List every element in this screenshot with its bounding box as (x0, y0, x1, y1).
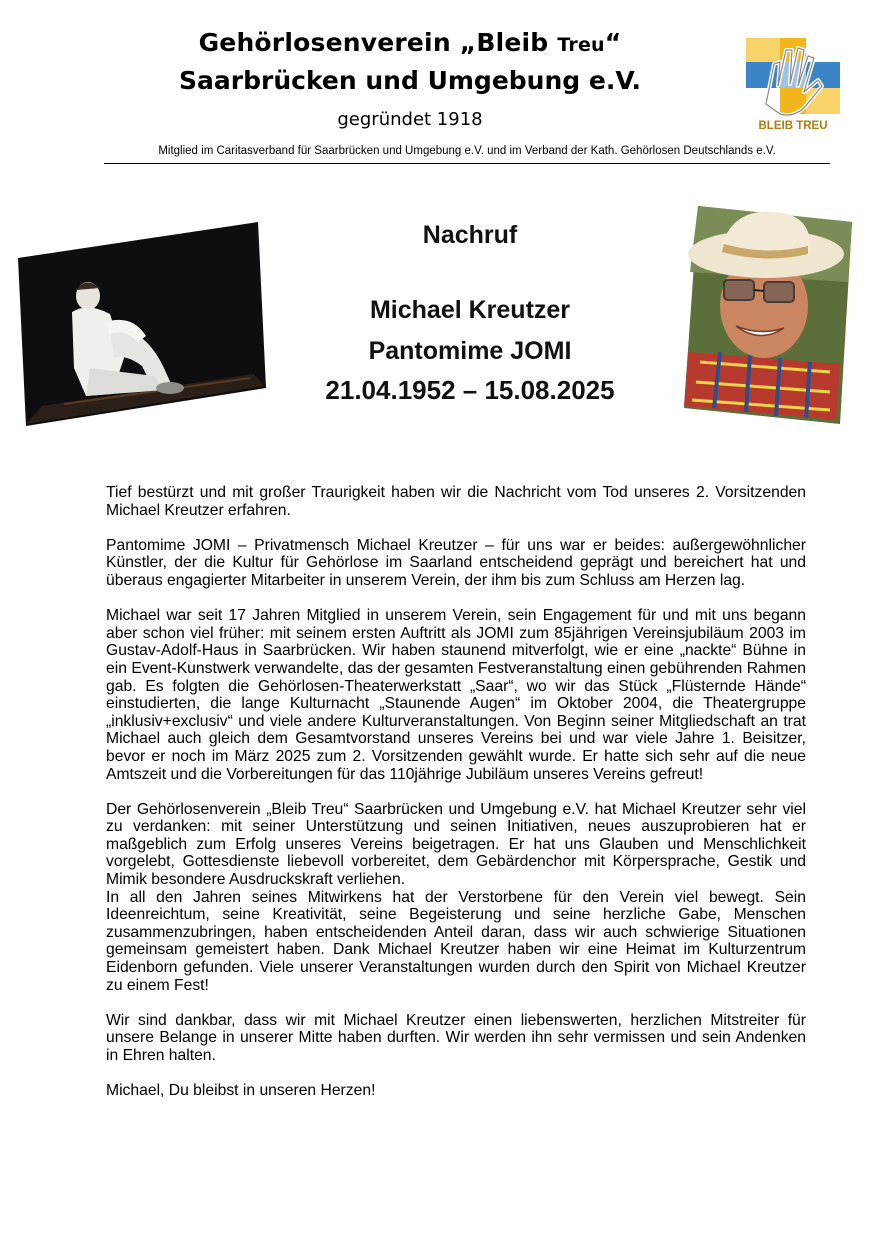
association-name-main: Gehörlosenverein „Bleib (198, 28, 558, 57)
paragraph-gratitude: Der Gehörlosenverein „Bleib Treu“ Saarbrücken und Umgebung e.V. hat Michael Kreutzer sehr viel zu verdanken: mit seiner Unterstützung und seinen Initiativen, neues auszuprobieren hat er maßgeblich zum Erfolg unseres Vereins beigetragen. Er hat uns Glauben und Menschlichkeit vorgelebt, Gottesdienste liebevoll vorbereitet, dem Gebärdenchor mit Körpersprache, Gestik und Mimik besondere Ausdruckskraft verliehen. (106, 800, 806, 889)
deceased-name: Michael Kreutzer (369, 296, 571, 324)
association-name-line2: Saarbrücken und Umgebung e.V. (179, 66, 641, 95)
paragraph-closing: Michael, Du bleibst in unseren Herzen! (106, 1082, 376, 1100)
hands-cross-icon (744, 34, 842, 134)
artist-name: Pantomime JOMI (368, 337, 572, 365)
paragraph-farewell: Wir sind dankbar, dass wir mit Michael Kreutzer einen liebenswerten, herzlichen Mitstreiter für unsere Belange in unserer Mitte haben durften. Wir werden ihn sehr vermissen und sein Andenken in Ehren halten. (106, 1011, 806, 1064)
life-dates: 21.04.1952 – 15.08.2025 (325, 375, 615, 405)
obituary-body (106, 484, 806, 1117)
founded-line: gegründet 1918 (337, 109, 483, 130)
association-name-line1 (150, 24, 670, 64)
membership-line: Mitglied im Caritasverband für Saarbrücken und Umgebung e.V. und im Verband der Kath. Gehörlosen Deutschlands e.V. (158, 145, 776, 157)
heading-nachruf: Nachruf (422, 221, 518, 249)
bleib-treu-logo (744, 34, 842, 134)
photo-pantomime-stage (14, 218, 270, 430)
header-divider (104, 163, 830, 164)
association-name-quote: “ (604, 28, 622, 57)
paragraph-membership-history: Michael war seit 17 Jahren Mitglied in unserem Verein, sein Engagement für und mit uns begann aber schon viel früher: mit seinem ersten Auftritt als JOMI zum 85jährigen Vereinsjubiläum 2003 im Gustav-Adolf-Haus in Saarbrücken. Wir haben staunend mitverfolgt, wie er eine „nackte“ Bühne in ein Event-Kunstwerk verwandelte, das der gesamten Festveranstaltung einen gebührenden Rahmen gab. Es folgten die Gehörlosen-Theaterwerkstatt „Saar“, wo wir das Stück „Flüsternde Hände“ einstudierten, die lange Kulturnacht „Staunende Augen“ im Oktober 2004, die Theatergruppe „inklusiv+exclusiv“ und viele andere Kulturveranstaltungen. Von Beginn seiner Mitgliedschaft an trat Michael auch gleich dem Gesamtvorstand unseres Vereins bei und war viele Jahre 1. Beisitzer, bevor er noch im März 2025 zum 2. Vorsitzenden gewählt wurde. Er hatte sich sehr auf die neue Amtszeit und die Vorbereitungen für das 110jährige Jubiläum unseres Vereins gefreut! (106, 607, 806, 783)
paragraph-achievements: In all den Jahren seines Mitwirkens hat der Verstorbene für den Verein viel bewegt. Sein Ideenreichtum, seine Kreativität, seine Begeisterung und seine herzliche Gabe, Menschen zusammenzubringen, haben entscheidenden Anteil daran, dass wir auch schwierige Situationen gemeinsam gemeistert haben. Dank Michael Kreutzer haben wir eine Heimat im Kulturzentrum Eidenborn gefunden. Viele unserer Veranstaltungen wurden durch den Spirit von Michael Kreutzer zu einem Fest! (106, 888, 806, 994)
logo-text: BLEIB TREU (758, 120, 828, 132)
photo-portrait-hat (680, 202, 856, 426)
paragraph-intro: Tief bestürzt und mit großer Traurigkeit haben wir die Nachricht vom Tod unseres 2. Vorsitzenden Michael Kreutzer erfahren. (106, 484, 806, 519)
paragraph-artist-and-person: Pantomime JOMI – Privatmensch Michael Kreutzer – für uns war er beides: außergewöhnlicher Künstler, der die Kultur für Gehörlose im Saarland entscheidend geprägt und bereichert hat und überaus engagierter Mitarbeiter in unserem Verein, der ihm bis zum Schluss am Herzen lag. (106, 536, 806, 589)
association-name-treu: Treu (557, 34, 605, 56)
